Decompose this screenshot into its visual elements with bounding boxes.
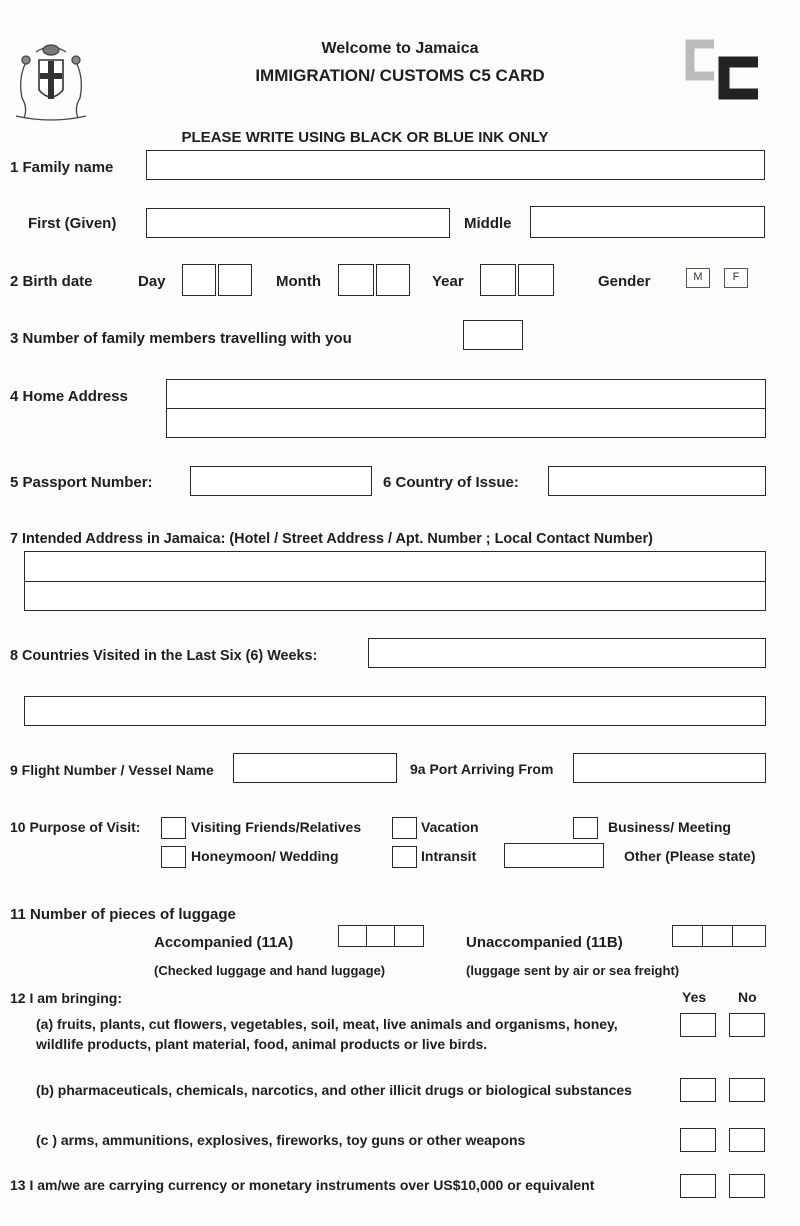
port-arriving-field[interactable] bbox=[573, 753, 766, 783]
port-arriving-label: 9a Port Arriving From bbox=[410, 761, 554, 777]
item-b-no-checkbox[interactable] bbox=[729, 1078, 765, 1102]
intended-address-label: 7 Intended Address in Jamaica: (Hotel / Street Address / Apt. Number ; Local Contact Number) bbox=[10, 531, 653, 547]
country-of-issue-field[interactable] bbox=[548, 466, 766, 496]
day-label: Day bbox=[138, 273, 166, 290]
accompanied-note: (Checked luggage and hand luggage) bbox=[154, 963, 386, 978]
bringing-item-c: (c ) arms, ammunitions, explosives, fireworks, toy guns or other weapons bbox=[36, 1132, 526, 1148]
first-name-label: First (Given) bbox=[28, 215, 117, 232]
welcome-heading: Welcome to Jamaica bbox=[321, 40, 479, 57]
honeymoon-label: Honeymoon/ Wedding bbox=[191, 848, 339, 864]
ink-instruction: PLEASE WRITE USING BLACK OR BLUE INK ONLY bbox=[181, 129, 549, 146]
vacation-checkbox[interactable] bbox=[392, 817, 417, 839]
countries-visited-field-1[interactable] bbox=[368, 638, 766, 668]
other-purpose-label: Other (Please state) bbox=[624, 848, 756, 864]
flight-number-label: 9 Flight Number / Vessel Name bbox=[10, 762, 214, 778]
visiting-label: Visiting Friends/Relatives bbox=[191, 819, 362, 835]
year-digit-2[interactable] bbox=[518, 264, 554, 296]
country-of-issue-label: 6 Country of Issue: bbox=[383, 474, 519, 491]
currency-no-checkbox[interactable] bbox=[729, 1174, 765, 1198]
item-a-yes-checkbox[interactable] bbox=[680, 1013, 716, 1037]
passport-number-field[interactable] bbox=[190, 466, 372, 496]
item-c-no-checkbox[interactable] bbox=[729, 1128, 765, 1152]
year-digit-1[interactable] bbox=[480, 264, 516, 296]
currency-label: 13 I am/we are carrying currency or monetary instruments over US$10,000 or equivalent bbox=[10, 1177, 595, 1193]
luggage-label: 11 Number of pieces of luggage bbox=[10, 906, 236, 923]
gender-label: Gender bbox=[598, 273, 651, 290]
family-name-label: 1 Family name bbox=[10, 159, 114, 176]
item-a-no-checkbox[interactable] bbox=[729, 1013, 765, 1037]
passport-number-label: 5 Passport Number: bbox=[10, 474, 153, 491]
month-digit-2[interactable] bbox=[376, 264, 410, 296]
currency-yes-checkbox[interactable] bbox=[680, 1174, 716, 1198]
flight-number-field[interactable] bbox=[233, 753, 397, 783]
coat-of-arms-icon bbox=[6, 38, 96, 124]
gender-f-box[interactable]: F bbox=[724, 268, 748, 288]
family-members-label: 3 Number of family members travelling with you bbox=[10, 330, 352, 347]
business-label: Business/ Meeting bbox=[608, 819, 731, 835]
home-address-label: 4 Home Address bbox=[10, 388, 128, 405]
unaccompanied-digit-1[interactable] bbox=[672, 925, 704, 947]
intransit-checkbox[interactable] bbox=[392, 846, 417, 868]
day-digit-2[interactable] bbox=[218, 264, 252, 296]
bringing-item-b: (b) pharmaceuticals, chemicals, narcotics, and other illicit drugs or biological substances bbox=[36, 1082, 632, 1098]
month-label: Month bbox=[276, 273, 321, 290]
intransit-label: Intransit bbox=[421, 848, 477, 864]
day-digit-1[interactable] bbox=[182, 264, 216, 296]
intended-address-line-2[interactable] bbox=[24, 581, 766, 611]
bringing-label: 12 I am bringing: bbox=[10, 990, 123, 1006]
unaccompanied-digit-3[interactable] bbox=[732, 925, 766, 947]
countries-visited-field-2[interactable] bbox=[24, 696, 766, 726]
accompanied-digit-1[interactable] bbox=[338, 925, 368, 947]
business-checkbox[interactable] bbox=[573, 817, 598, 839]
accompanied-digit-3[interactable] bbox=[394, 925, 424, 947]
item-b-yes-checkbox[interactable] bbox=[680, 1078, 716, 1102]
customs-logo-icon bbox=[684, 38, 766, 102]
no-header: No bbox=[738, 989, 757, 1005]
intended-address-line-1[interactable] bbox=[24, 551, 766, 582]
countries-visited-label: 8 Countries Visited in the Last Six (6) Weeks: bbox=[10, 648, 318, 664]
visiting-checkbox[interactable] bbox=[161, 817, 186, 839]
unaccompanied-label: Unaccompanied (11B) bbox=[466, 934, 623, 951]
year-label: Year bbox=[432, 273, 464, 290]
middle-name-label: Middle bbox=[464, 215, 512, 232]
item-c-yes-checkbox[interactable] bbox=[680, 1128, 716, 1152]
unaccompanied-note: (luggage sent by air or sea freight) bbox=[466, 963, 680, 978]
gender-m-box[interactable]: M bbox=[686, 268, 710, 288]
bringing-item-a: (a) fruits, plants, cut flowers, vegetables, soil, meat, live animals and organisms, honey, wildlife products, plant material, food, animal products or live birds. bbox=[36, 1016, 618, 1052]
family-members-field[interactable] bbox=[463, 320, 523, 350]
home-address-line-1[interactable] bbox=[166, 379, 766, 409]
other-purpose-field[interactable] bbox=[504, 843, 604, 868]
yes-header: Yes bbox=[682, 989, 707, 1005]
home-address-line-2[interactable] bbox=[166, 408, 766, 438]
card-title: IMMIGRATION/ CUSTOMS C5 CARD bbox=[255, 66, 545, 85]
accompanied-label: Accompanied (11A) bbox=[154, 934, 294, 951]
accompanied-digit-2[interactable] bbox=[366, 925, 396, 947]
honeymoon-checkbox[interactable] bbox=[161, 846, 186, 868]
middle-name-field[interactable] bbox=[530, 206, 765, 238]
birth-date-label: 2 Birth date bbox=[10, 273, 93, 290]
first-name-field[interactable] bbox=[146, 208, 450, 238]
unaccompanied-digit-2[interactable] bbox=[702, 925, 734, 947]
family-name-field[interactable] bbox=[146, 150, 765, 180]
month-digit-1[interactable] bbox=[338, 264, 374, 296]
purpose-label: 10 Purpose of Visit: bbox=[10, 819, 141, 835]
vacation-label: Vacation bbox=[421, 819, 479, 835]
